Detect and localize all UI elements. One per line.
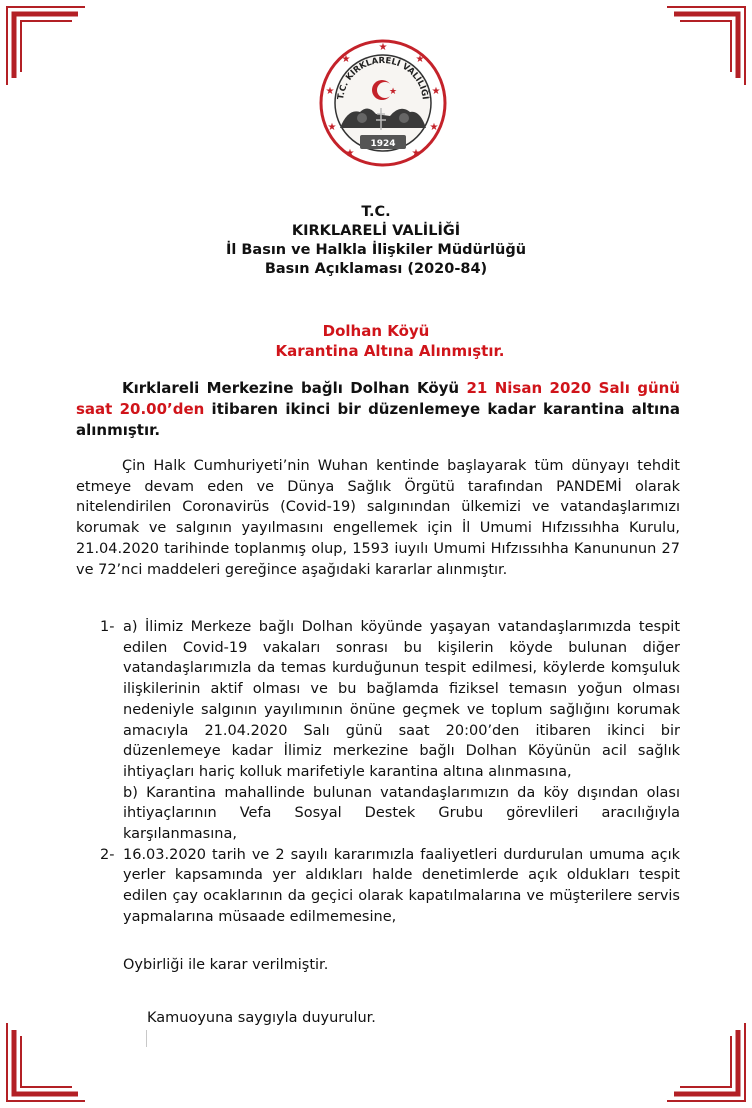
svg-text:★: ★ (411, 148, 421, 159)
decision-1-part-b: b) Karantina mahallinde bulunan vatandaşlarımızın da köy dışından olası ihtiyaçlarının Vefa Sosyal Destek Grubu görevlileri aracılığıyla karşılanmasına, (123, 784, 680, 843)
decision-item-2 (76, 845, 680, 928)
decision-item-1 (76, 617, 680, 845)
frame-corner-bottom-right (666, 1022, 746, 1102)
header-press-release: Basın Açıklaması (2020-84) (264, 261, 488, 277)
svg-text:★: ★ (415, 54, 425, 65)
text-cursor (146, 1030, 147, 1047)
document-title (0, 321, 752, 361)
frame-corner-top-left (6, 6, 86, 86)
closing-statement: Kamuoyuna saygıyla duyurulur. (147, 1010, 376, 1026)
intro-paragraph: Çin Halk Cumhuriyeti’nin Wuhan kentinde başlayarak tüm dünyayı tehdit etmeye devam eden ve Dünya Sağlık Örgütü tarafından PANDEMİ olarak nitelendirilen Coronavirüs (Covid-19) salgınından ülkemizi ve vatandaşlarımızı korumak ve salgının yayılmasını engellemek için İl Umumi Hıfzıssıhha Kurulu, 21.04.2020 tarihinde toplanmış olup, 1593 iuyılı Umumi Hıfzıssıhha Kanununun 27 ve 72’nci maddeleri gereğince aşağıdaki kararlar alınmıştır. (76, 458, 680, 578)
decision-number: 2- (100, 846, 115, 863)
header-department: İl Basın ve Halkla İlişkiler Müdürlüğü (225, 242, 527, 258)
frame-corner-top-right (666, 6, 746, 86)
svg-text:★: ★ (341, 54, 351, 65)
header-governorship: KIRKLARELİ VALİLİĞİ (291, 223, 461, 239)
title-line-1: Dolhan Köyü (322, 322, 430, 340)
svg-text:★: ★ (389, 87, 398, 97)
svg-text:★: ★ (345, 148, 355, 159)
decision-1-part-a: a) İlimiz Merkeze bağlı Dolhan köyünde yaşayan vatandaşlarımızda tespit edilen Covid-19 vakaları sonrası bu kişilerin köyde bulunan diğer vatandaşlarımızla da temas kurduğunun tespit edilmesi, köylerde komşuluk ilişkilerinin aktif olması ve bu bağlamda fiziksel temasın yoğun olması nedeniyle salgının yayılımının önüne geçmek ve toplum sağlığını korumak amacıyla 21.04.2020 Salı günü saat 20:00’den itibaren ikinci bir düzenlemeye kadar İlimiz merkezine bağlı Dolhan Köyünün acil sağlık ihtiyaçları hariç kolluk marifetiyle karantina altına alınmasına, (123, 619, 680, 780)
decision-2-text: 16.03.2020 tarih ve 2 sayılı kararımızla faaliyetleri durdurulan umuma açık yerler kapsamında yer aldıkları halde denetimlerde açık oldukları tespit edilen çay ocaklarının da geçici olarak kapatılmalarına ve müşterilere servis yapmalarına müsaade edilmemesine, (123, 846, 680, 925)
lead-highlight-date: 21 Nisan 2020 Salı günü saat 20.00’den (76, 379, 680, 418)
svg-text:★: ★ (378, 42, 388, 53)
lead-text-1: Kırklareli Merkezine bağlı Dolhan Köyü (122, 379, 467, 397)
frame-corner-bottom-left (6, 1022, 86, 1102)
svg-text:★: ★ (325, 86, 335, 97)
title-line-2: Karantina Altına Alınmıştır. (275, 342, 505, 360)
decision-number: 1- (100, 619, 115, 635)
svg-text:★: ★ (431, 86, 441, 97)
document-header (0, 203, 752, 279)
lead-text-2: itibaren ikinci bir düzenlemeye kadar karantina altına alınmıştır. (76, 400, 680, 439)
unanimous-decision-note: Oybirliği ile karar verilmiştir. (123, 957, 329, 973)
svg-text:★: ★ (429, 122, 439, 133)
decision-list (76, 617, 680, 928)
seal-year: 1924 (370, 139, 396, 149)
governorship-seal-logo (318, 38, 448, 168)
lead-paragraph (76, 378, 680, 441)
header-tc: T.C. (361, 204, 391, 220)
svg-text:★: ★ (327, 122, 337, 133)
seal-ring-text: T.C. KIRKLARELİ VALİLİĞİ (336, 55, 430, 101)
